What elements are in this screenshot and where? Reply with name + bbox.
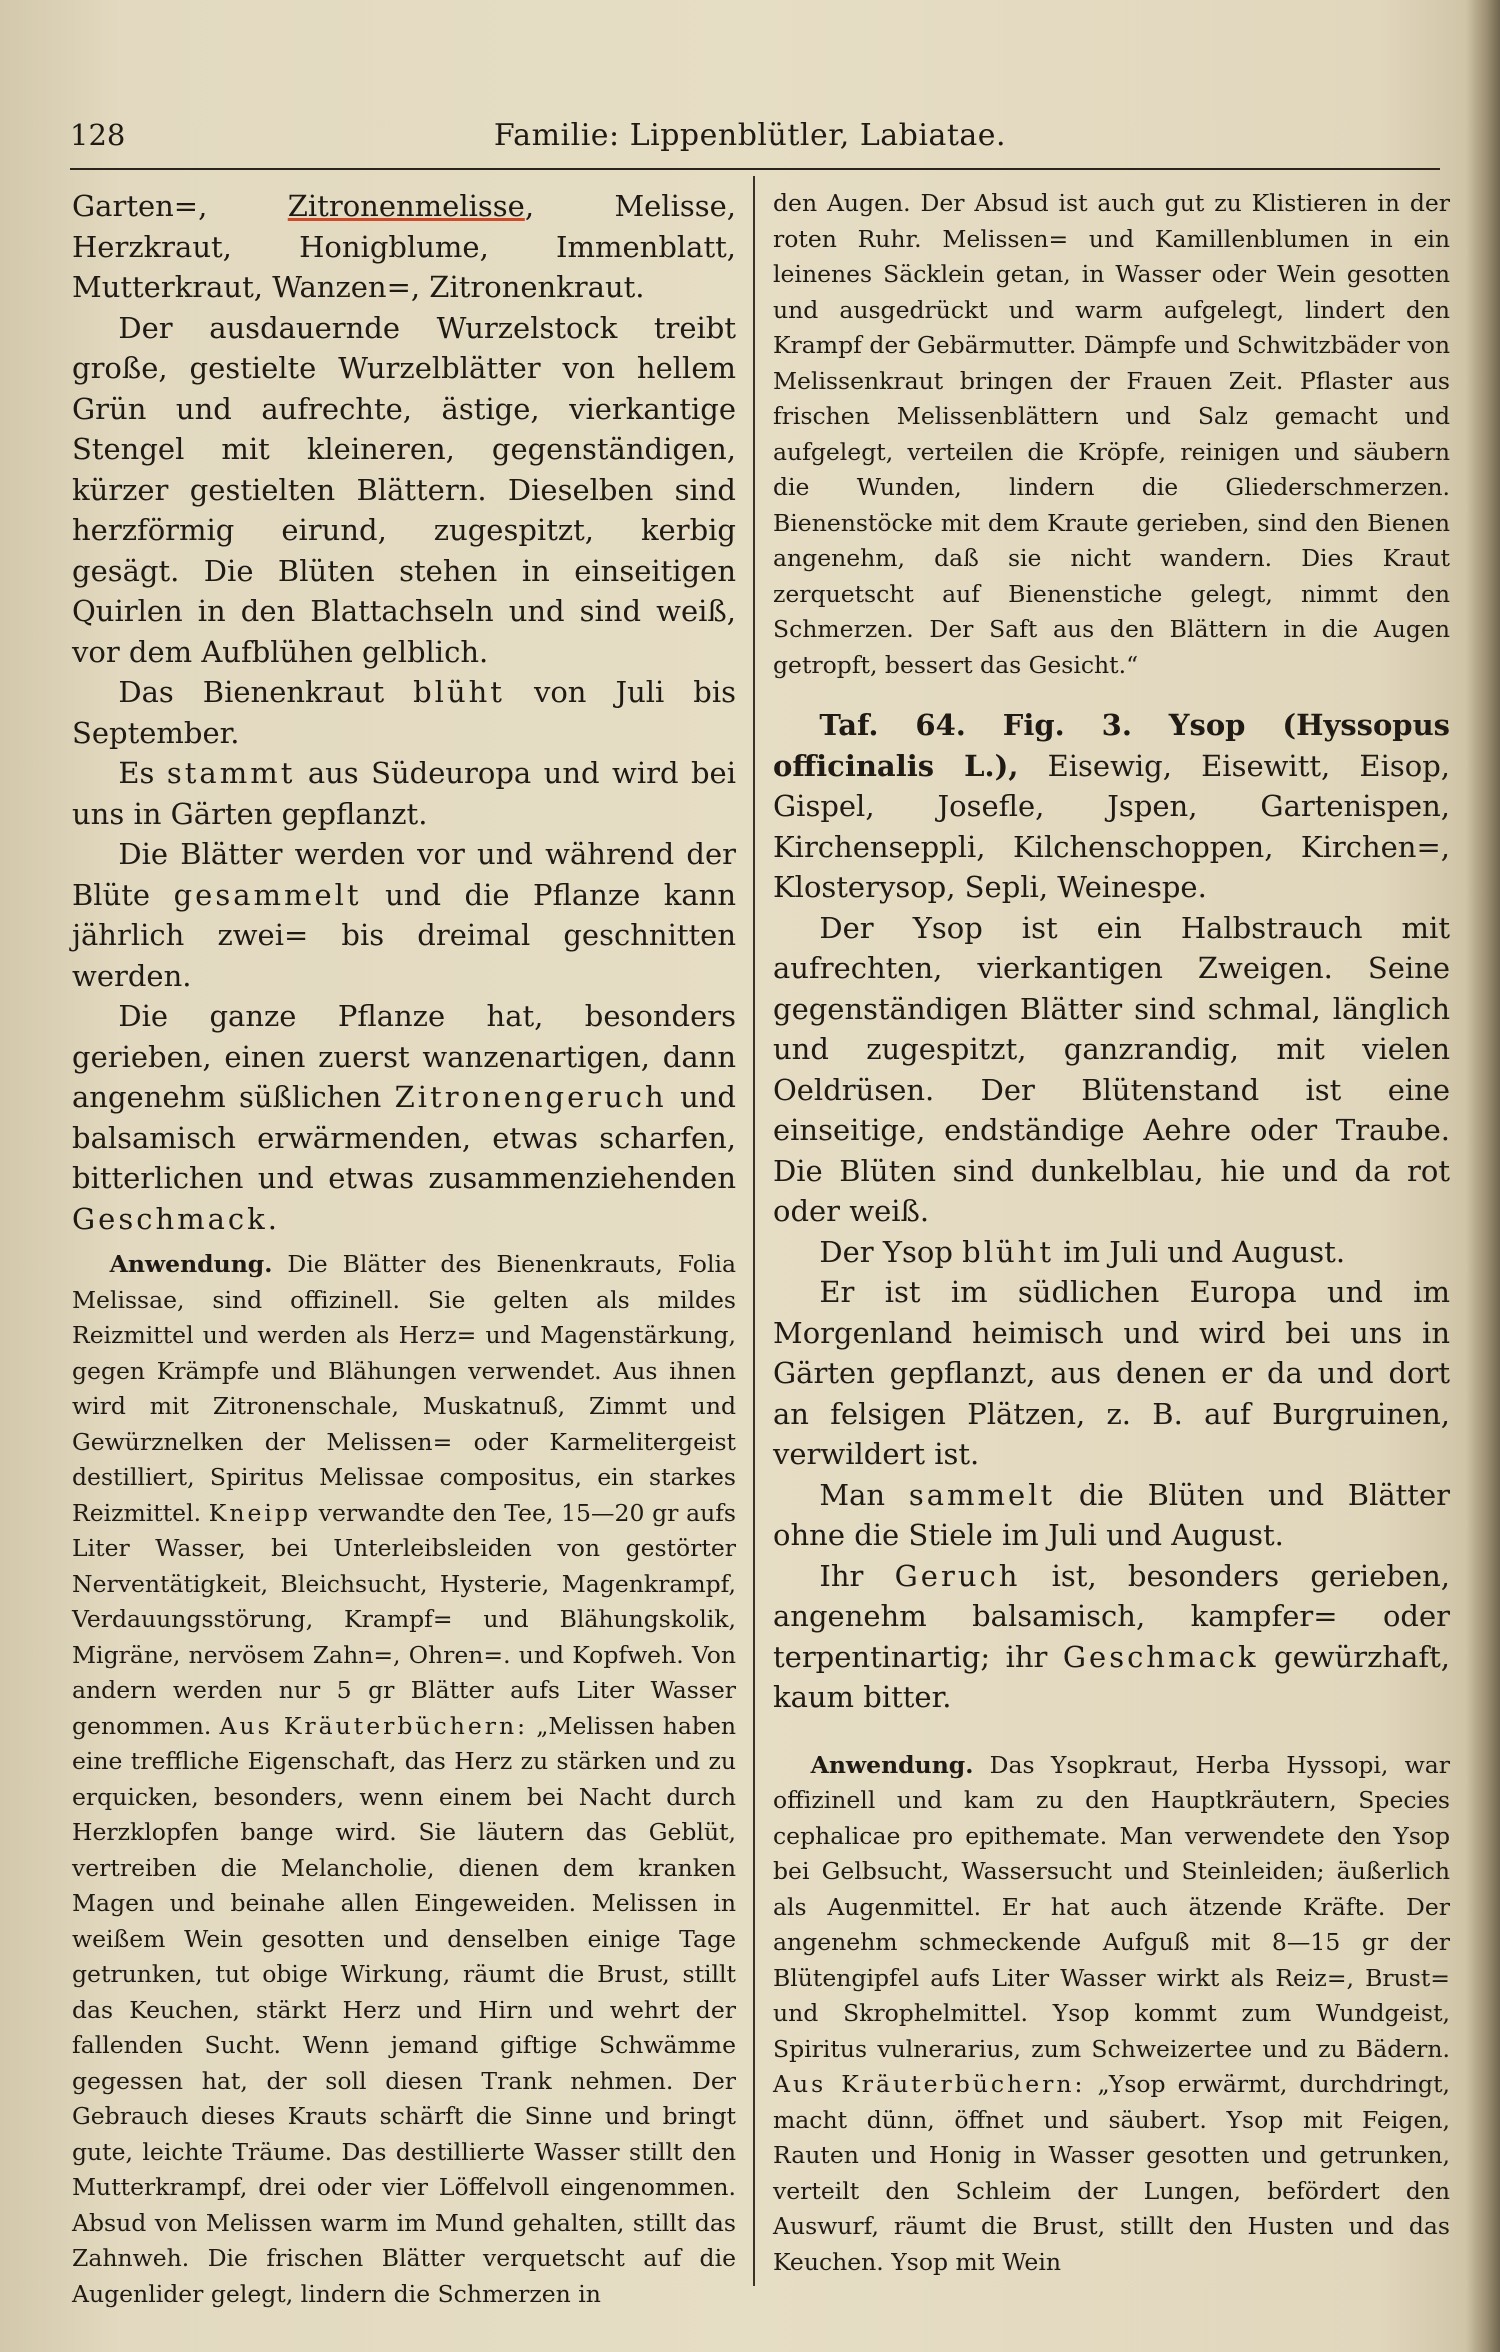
plate-reference: Taf. 64. Fig. 3. Ysop (Hyssopus officinalis L.), [773, 708, 1450, 783]
page-header [70, 118, 1430, 168]
right-column [773, 186, 1450, 2312]
usage-label: Anwendung. [109, 1250, 273, 1278]
underlined-name: Zitronenmelisse [287, 189, 525, 223]
running-head: Familie: Lippenblütler, Labiatae. [493, 118, 1007, 153]
hyssop-collection: Man sammelt die Blüten und Blätter ohne die Stiele im Juli und August. [773, 1477, 1450, 1552]
hyssop-description: Der Ysop ist ein Halbstrauch mit aufrechten, vierkantigen Zweigen. Seine gegenständigen Blätter sind schmal, länglich und zugespitzt, ganzrandig, mit vielen Oeldrüsen. Der Blütenstand ist eine einseitige, endständige Aehre oder Traube. Die Blüten sind dunkelblau, hie und da rot oder weiß. [773, 910, 1450, 1228]
melissa-origin: Es stammt aus Südeuropa und wird bei uns in Gärten gepflanzt. [72, 756, 736, 831]
hyssop-bloom: Der Ysop blüht im Juli und August. [819, 1234, 1346, 1269]
header-rule [70, 168, 1440, 170]
melissa-usage-continued: den Augen. Der Absud ist auch gut zu Klistieren in der roten Ruhr. Melissen= und Kamillenblumen in ein leinenes Säcklein getan, in Wasser oder Wein gesotten und ausgedrückt und warm aufgelegt, lindert den Krampf der Gebärmutter. Dämpfe und Schwitzbäder von Melissenkraut bringen der Frauen Zeit. Pflaster aus frischen Melissenblättern und Salz gemacht und aufgelegt, verteilen die Kröpfe, reinigen und säubern die Wunden, lindern die Gliederschmerzen. Bienenstöcke mit dem Kraute gerieben, sind den Bienen angenehm, daß sie nicht wandern. Dies Kraut zerquetscht auf Bienenstiche gelegt, nimmt den Schmerzen. Der Saft aus den Blättern in die Augen getropft, bessert das Gesicht.“ [773, 189, 1450, 679]
hyssop-usage: Anwendung. Das Ysopkraut, Herba Hyssopi, war offizinell und kam zu den Hauptkräutern, Species cephalicae pro epithemate. Man verwendete den Ysop bei Gelbsucht, Wassersucht und Steinleiden; äußerlich als Augenmittel. Er hat auch ätzende Kräfte. Der angenehm schmeckende Aufguß mit 8—15 gr der Blütengipfel aufs Liter Wasser wirkt als Reiz=, Brust= und Skrophelmittel. Ysop kommt zum Wundgeist, Spiritus vulnerarius, zum Schweizertee und zu Bädern. Aus Kräuterbüchern: „Ysop erwärmt, durchdringt, macht dünn, öffnet und säubert. Ysop mit Feigen, Rauten und Honig in Wasser gesotten und getrunken, verteilt den Schleim der Lungen, befördert den Auswurf, räumt die Brust, stillt den Husten und das Keuchen. Ysop mit Wein [773, 1750, 1450, 2276]
column-divider [753, 176, 755, 2286]
hyssop-smell-taste: Ihr Geruch ist, besonders gerieben, angenehm balsamisch, kampfer= oder terpentinartig; ihr Geschmack gewürzhaft, kaum bitter. [773, 1558, 1450, 1714]
page-edge-shadow [1466, 0, 1500, 2352]
melissa-usage: Anwendung. Die Blätter des Bienenkrauts, Folia Melissae, sind offizinell. Sie gelten als mildes Reizmittel und werden als Herz= und Magenstärkung, gegen Krämpfe und Blähungen verwendet. Aus ihnen wird mit Zitronenschale, Muskatnuß, Zimmt und Gewürznelken der Melissen= oder Karmelitergeist destilliert, Spiritus Melissae compositus, ein starkes Reizmittel. Kneipp verwandte den Tee, 15—20 gr aufs Liter Wasser, bei Unterleibsleiden von gestörter Nerventätigkeit, Bleichsucht, Hysterie, Magenkrampf, Verdauungsstörung, Krampf= und Blähungskolik, Migräne, nervösem Zahn=, Ohren=. und Kopfweh. Von andern werden nur 5 gr Blätter aufs Liter Wasser genommen. Aus Kräuterbüchern: „Melissen haben eine treffliche Eigenschaft, das Herz zu stärken und zu erquicken, besonders, wenn einem bei Nacht durch Herzklopfen bange wird. Sie läutern das Geblüt, vertreiben die Melancholie, dienen dem kranken Magen und beinahe allen Eingeweiden. Melissen in weißem Wein gesotten und denselben einige Tage getrunken, tut obige Wirkung, räumt die Brust, stillt das Keuchen, stärkt Herz und Hirn und wehrt der fallenden Sucht. Wenn jemand giftige Schwämme gegessen hat, der soll diesen Trank nehmen. Der Gebrauch dieses Krauts schärft die Sinne und bringt gute, leichte Träume. Das destillierte Wasser stillt den Mutterkrampf, drei oder vier Löffelvoll eingenommen. Absud von Melissen warm im Mund gehalten, stillt das Zahnweh. Die frischen Blätter verquetscht auf die Augenlider gelegt, lindern die Schmerzen in [72, 1250, 736, 2308]
melissa-description: Der ausdauernde Wurzelstock treibt große, gestielte Wurzelblätter von hellem Grün und aufrechte, ästige, vierkantige Stengel mit kleineren, gegenständigen, kürzer gestielten Blättern. Dieselben sind herzförmig eirund, zugespitzt, kerbig gesägt. Die Blüten stehen in einseitigen Quirlen in den Blattachseln und sind weiß, vor dem Aufblühen gelblich. [72, 310, 736, 669]
hyssop-origin: Er ist im südlichen Europa und im Morgenland heimisch und wird bei uns in Gärten gepflanzt, aus denen er da und dort an felsigen Plätzen, z. B. auf Burgruinen, verwildert ist. [773, 1275, 1450, 1471]
page-number: 128 [70, 118, 126, 152]
melissa-bloom: Das Bienenkraut blüht von Juli bis September. [72, 675, 737, 750]
melissa-collection: Die Blätter werden vor und während der Blüte gesammelt und die Pflanze kann jährlich zwei= bis dreimal geschnitten werden. [72, 837, 736, 993]
left-column [72, 186, 736, 2312]
usage-label: Anwendung. [810, 1750, 974, 1779]
melissa-smell-taste: Die ganze Pflanze hat, besonders gerieben, einen zuerst wanzenartigen, dann angenehm süßlichen Zitronengeruch und balsamisch erwärmenden, etwas scharfen, bitterlichen und etwas zusammenziehenden Geschmack. [72, 999, 736, 1236]
hyssop-entry-names: Taf. 64. Fig. 3. Ysop (Hyssopus officinalis L.), Eisewig, Eisewitt, Eisop, Gispel, Josefle, Jspen, Gartenispen, Kirchenseppli, Kilchenschoppen, Kirchen=, Klosterysop, Sepli, Weinespe. [773, 708, 1450, 904]
melissa-names: Garten=, Zitronenmelisse, Melisse, Herzkraut, Honigblume, Immenblatt, Mutterkraut, Wanzen=, Zitronenkraut. [72, 189, 736, 304]
